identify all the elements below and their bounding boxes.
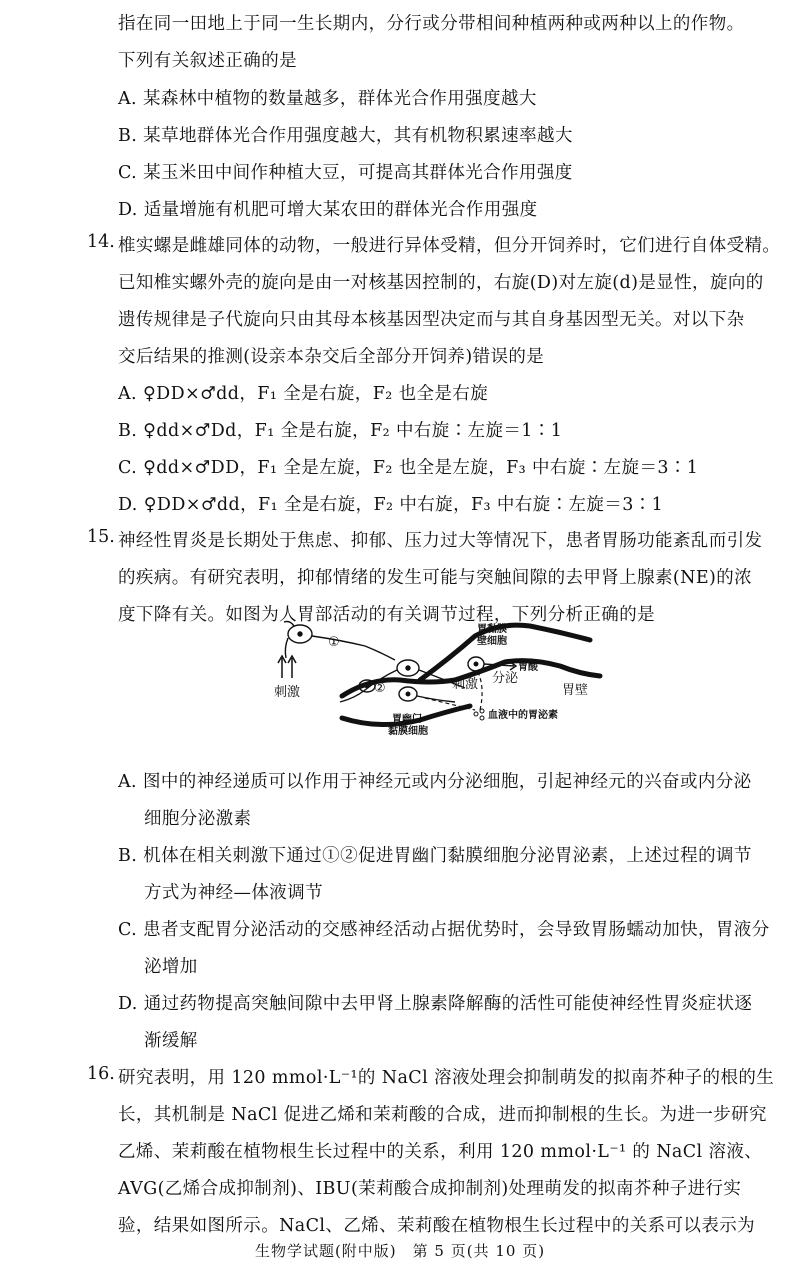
- label-stimulus-2: 刺激: [452, 677, 479, 692]
- q14-stem-line-2: 已知椎实螺外壳的旋向是由一对核基因控制的，右旋(D)对左旋(d)是显性，旋向的: [118, 273, 764, 293]
- label-pylorus-2: 黏膜细胞: [388, 726, 428, 737]
- q15-stem-line-1: 神经性胃炎是长期处于焦虑、抑郁、压力过大等情况下，患者胃肠功能紊乱而引发: [118, 531, 763, 551]
- q15-option-a-line-2: 细胞分泌激素: [144, 809, 252, 829]
- q15-option-d-line-1: D. 通过药物提高突触间隙中去甲肾上腺素降解酶的活性可能使神经性胃炎症状逐: [118, 994, 753, 1014]
- q16-stem-line-5: 验，结果如图所示。NaCl、乙烯、茉莉酸在植物根生长过程中的关系可以表示为: [118, 1216, 756, 1236]
- label-circle-1: ①: [328, 635, 340, 650]
- q14-stem-line-3: 遗传规律是子代旋向只由其母本核基因型决定而与其自身基因型无关。对以下杂: [118, 310, 745, 330]
- stimulus-arrows: [278, 656, 296, 678]
- page-footer: 生物学试题(附中版) 第 5 页(共 10 页): [254, 1242, 546, 1260]
- blood-vessel-icon: [474, 709, 484, 720]
- q14-option-a: A. ♀DD×♂dd，F₁ 全是右旋，F₂ 也全是右旋: [118, 384, 489, 404]
- label-gastrin: 血液中的胃泌素: [488, 710, 558, 721]
- q14-stem-line-1: 椎实螺是雌雄同体的动物，一般进行异体受精，但分开饲养时，它们进行自体受精。: [118, 236, 781, 256]
- q13-option-a: A. 某森林中植物的数量越多，群体光合作用强度越大: [118, 89, 537, 109]
- label-acid: 胃酸: [518, 662, 538, 673]
- q14-number: 14.: [87, 232, 115, 252]
- q16-stem-line-2: 长，其机制是 NaCl 促进乙烯和茉莉酸的合成，进而抑制根的生长。为进一步研究: [118, 1105, 767, 1125]
- q15-option-b-line-2: 方式为神经—体液调节: [144, 883, 323, 903]
- q15-option-a-line-1: A. 图中的神经递质可以作用于神经元或内分泌细胞，引起神经元的兴奋或内分泌: [118, 772, 752, 792]
- q15-number: 15.: [87, 527, 115, 547]
- label-circle-2: ②: [374, 681, 386, 696]
- q16-stem-line-4: AVG(乙烯合成抑制剂)、IBU(茉莉酸合成抑制剂)处理萌发的拟南芥种子进行实: [118, 1179, 742, 1199]
- label-secrete: 分泌: [492, 671, 519, 686]
- q14-option-c: C. ♀dd×♂DD，F₁ 全是左旋，F₂ 也全是左旋，F₃ 中右旋∶左旋＝3∶1: [118, 458, 699, 478]
- q15-option-b-line-1: B. 机体在相关刺激下通过①②促进胃幽门黏膜细胞分泌胃泌素，上述过程的调节: [118, 846, 752, 866]
- q16-number: 16.: [87, 1064, 115, 1084]
- q15-option-c-line-2: 泌增加: [144, 957, 198, 977]
- q14-option-d: D. ♀DD×♂dd，F₁ 全是右旋，F₂ 中右旋，F₃ 中右旋∶左旋＝3∶1: [118, 495, 664, 515]
- q13-stem-line-1: 指在同一田地上于同一生长期内，分行或分带相间种植两种或两种以上的作物。: [118, 14, 745, 34]
- q15-option-c-line-1: C. 患者支配胃分泌活动的交感神经活动占据优势时，会导致胃肠蠕动加快，胃液分: [118, 920, 770, 940]
- q14-stem-line-4: 交后结果的推测(设亲本杂交后全部分开饲养)错误的是: [118, 347, 545, 367]
- q13-option-b: B. 某草地群体光合作用强度越大，其有机物积累速率越大: [118, 126, 573, 146]
- label-pylorus-1: 胃幽门: [392, 714, 422, 725]
- label-mucosa-2: 壁细胞: [477, 636, 507, 647]
- q15-stem-line-3: 度下降有关。如图为人胃部活动的有关调节过程，下列分析正确的是: [118, 605, 655, 625]
- q14-option-b: B. ♀dd×♂Dd，F₁ 全是右旋，F₂ 中右旋∶左旋＝1∶1: [118, 421, 563, 441]
- label-wall: 胃壁: [562, 683, 589, 698]
- q16-stem-line-1: 研究表明，用 120 mmol·L⁻¹的 NaCl 溶液处理会抑制萌发的拟南芥种子的根的生: [118, 1068, 775, 1088]
- label-mucosa-1: 胃黏膜: [477, 624, 507, 635]
- q15-stem-line-2: 的疾病。有研究表明，抑郁情绪的发生可能与突触间隙的去甲肾上腺素(NE)的浓: [118, 568, 753, 588]
- q13-option-c: C. 某玉米田中间作种植大豆，可提高其群体光合作用强度: [118, 163, 573, 183]
- q15-option-d-line-2: 渐缓解: [144, 1031, 198, 1051]
- q13-stem-line-2: 下列有关叙述正确的是: [118, 51, 297, 71]
- gastric-regulation-diagram: [270, 618, 610, 744]
- q16-stem-line-3: 乙烯、茉莉酸在植物根生长过程中的关系，利用 120 mmol·L⁻¹ 的 NaCl 溶液、: [118, 1142, 763, 1162]
- q13-option-d: D. 适量增施有机肥可增大某农田的群体光合作用强度: [118, 200, 538, 220]
- label-stimulus: 刺激: [274, 685, 301, 700]
